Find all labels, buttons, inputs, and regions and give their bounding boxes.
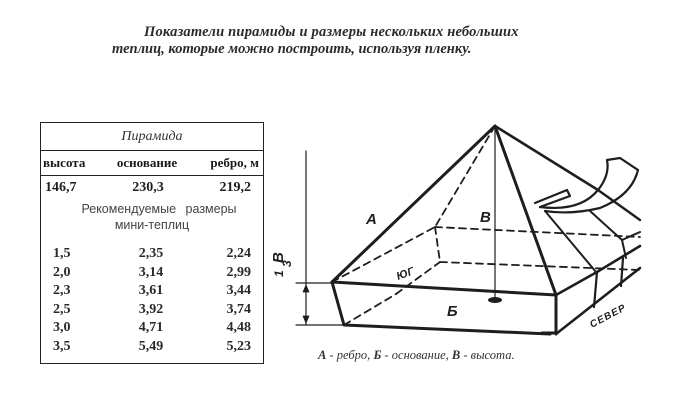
figure-caption <box>318 348 515 363</box>
pyramid-height: 146,7 <box>45 180 77 195</box>
table-caption: Пирамида <box>41 123 263 151</box>
cell-height: 3,0 <box>53 320 71 335</box>
header-base: основание <box>116 155 178 170</box>
cell-height: 3,5 <box>53 338 71 354</box>
dimension-label <box>270 252 294 277</box>
cell-edge: 3,74 <box>226 301 251 317</box>
cell-base: 4,71 <box>138 320 164 335</box>
caption-a: А <box>318 348 327 362</box>
caption-a-text: - ребро, <box>326 348 374 362</box>
intro-line-2: теплиц, которые можно построить, используя пленку. <box>112 41 472 57</box>
cell-base: 3,61 <box>138 283 164 298</box>
edge-a <box>332 126 495 282</box>
arrow-down-icon <box>303 316 309 323</box>
svg-text:В: В <box>270 252 287 263</box>
caption-b-text: - основание, <box>381 348 452 362</box>
caption-v: В <box>451 348 461 362</box>
recommended-line-1: Рекомендуемые размеры <box>81 202 237 216</box>
label-north: СЕВЕР <box>588 302 629 331</box>
cell-edge: 3,44 <box>226 283 251 298</box>
header-edge: ребро, м <box>210 155 259 170</box>
cell-base: 3,14 <box>138 264 164 280</box>
table-row <box>41 338 263 357</box>
label-height-v: В <box>480 209 491 226</box>
pyramid-base: 230,3 <box>132 180 164 195</box>
table-header <box>41 151 263 176</box>
cell-base: 2,35 <box>138 246 164 261</box>
pyramid-greenhouse-diagram <box>270 110 690 370</box>
cell-edge: 4,48 <box>226 320 251 335</box>
table-body <box>41 245 263 356</box>
cell-base: 5,49 <box>138 338 164 354</box>
cell-height: 2,0 <box>53 264 71 280</box>
cell-edge: 2,99 <box>226 264 251 280</box>
cell-height: 2,5 <box>53 301 71 317</box>
table-row <box>41 264 263 283</box>
caption-v-text: - высота. <box>460 348 515 362</box>
cell-edge: 2,24 <box>226 246 251 261</box>
pyramid-values-row <box>41 178 263 198</box>
cell-edge: 5,23 <box>226 338 251 354</box>
center-marker <box>488 297 502 303</box>
header-height: высота <box>43 155 86 170</box>
label-base-b: Б <box>447 303 458 320</box>
svg-text:1: 1 <box>272 270 286 277</box>
label-edge-a: А <box>366 211 377 228</box>
table-row <box>41 301 263 320</box>
cell-height: 1,5 <box>53 246 71 261</box>
table-row <box>41 282 263 301</box>
caption-b: Б <box>373 348 382 362</box>
cell-base: 3,92 <box>138 301 164 317</box>
label-south: ЮГ <box>394 265 417 283</box>
intro-line-1: Показатели пирамиды и размеры нескольких небольших <box>144 24 519 40</box>
svg-text:3: 3 <box>280 260 294 267</box>
arrow-up-icon <box>303 285 309 292</box>
table-row <box>41 245 263 264</box>
pyramid-edge: 219,2 <box>219 180 251 195</box>
intro-text <box>112 24 592 58</box>
pyramid-table <box>40 122 264 364</box>
recommended-heading <box>41 201 263 233</box>
cell-height: 2,3 <box>53 283 71 298</box>
recommended-line-2: мини-теплиц <box>114 218 190 232</box>
table-row <box>41 319 263 338</box>
